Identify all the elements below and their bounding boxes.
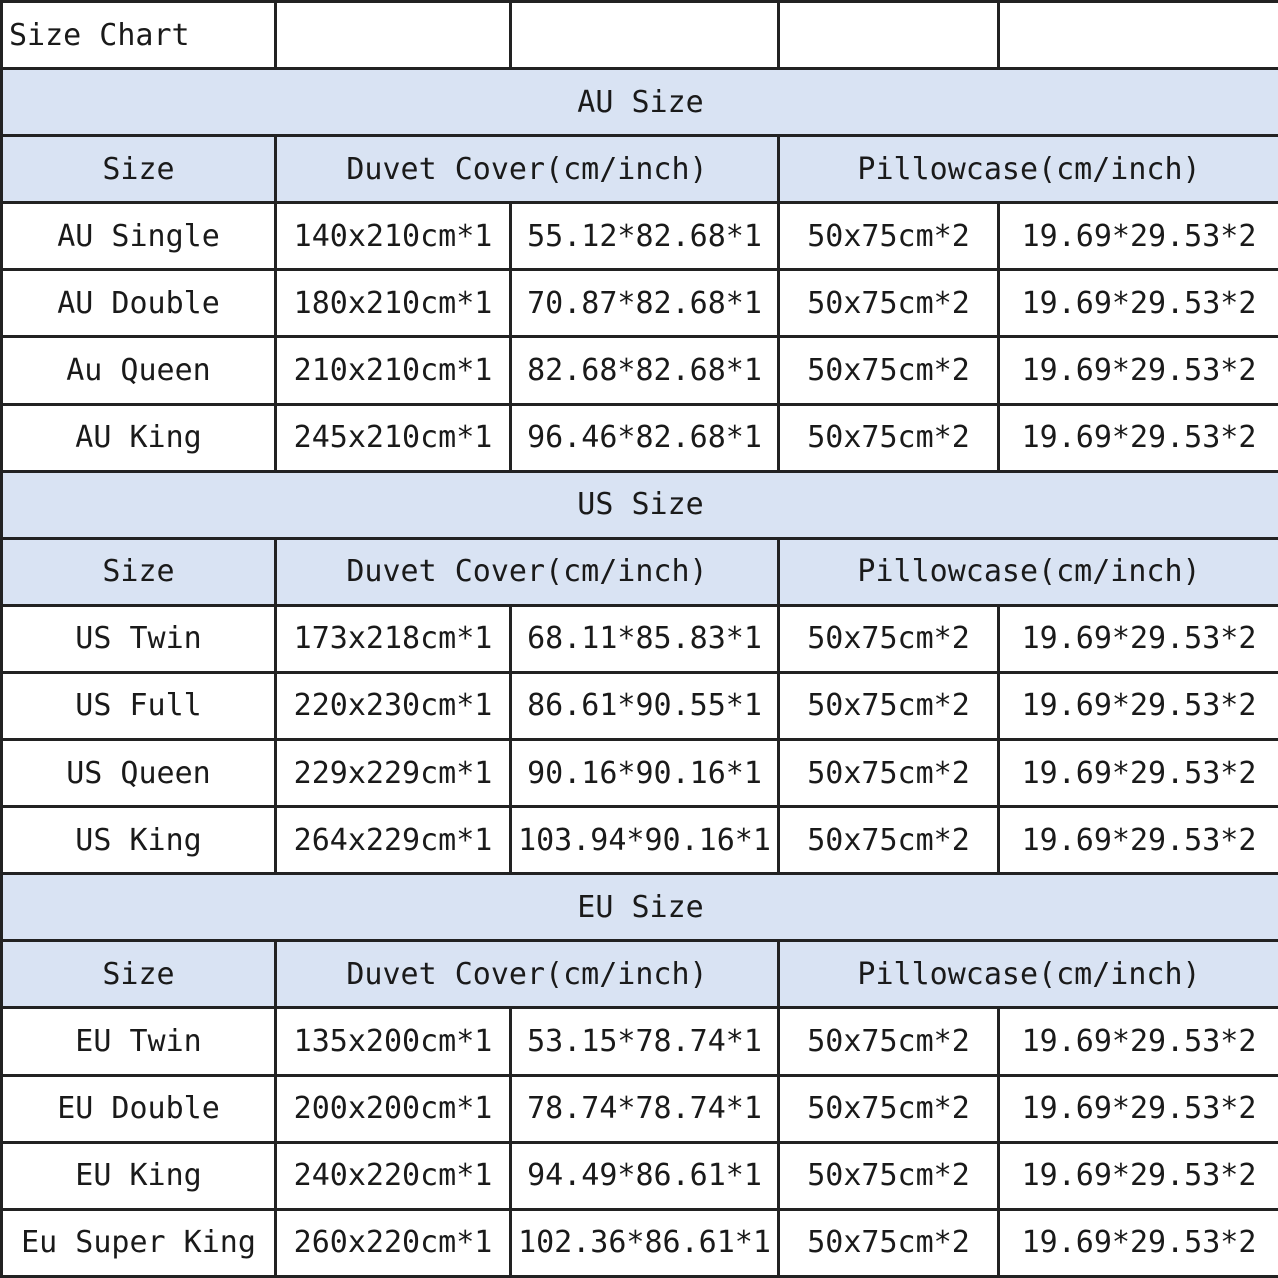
pillow-cm-cell: 50x75cm*2 xyxy=(779,1075,999,1142)
pillow-cm-cell: 50x75cm*2 xyxy=(779,672,999,739)
table-row xyxy=(2,270,1278,337)
size-cell: EU King xyxy=(2,1142,276,1209)
duvet-inch-cell: 78.74*78.74*1 xyxy=(511,1075,779,1142)
table-row xyxy=(2,1209,1278,1276)
empty-cell xyxy=(779,2,999,69)
size-cell: EU Twin xyxy=(2,1008,276,1075)
pillow-inch-cell: 19.69*29.53*2 xyxy=(999,672,1278,739)
table-row xyxy=(2,807,1278,874)
table-row xyxy=(2,337,1278,404)
duvet-cm-cell: 140x210cm*1 xyxy=(276,203,511,270)
size-cell: AU Double xyxy=(2,270,276,337)
section-title: US Size xyxy=(2,471,1278,538)
table-row xyxy=(2,605,1278,672)
table-row xyxy=(2,203,1278,270)
duvet-cm-cell: 245x210cm*1 xyxy=(276,404,511,471)
size-chart-title: Size Chart xyxy=(2,2,276,69)
size-cell: AU King xyxy=(2,404,276,471)
pillow-header: Pillowcase(cm/inch) xyxy=(779,136,1278,203)
header-row xyxy=(2,136,1278,203)
pillow-inch-cell: 19.69*29.53*2 xyxy=(999,1008,1278,1075)
pillow-cm-cell: 50x75cm*2 xyxy=(779,605,999,672)
pillow-cm-cell: 50x75cm*2 xyxy=(779,1209,999,1276)
duvet-cm-cell: 173x218cm*1 xyxy=(276,605,511,672)
pillow-cm-cell: 50x75cm*2 xyxy=(779,740,999,807)
section-row xyxy=(2,69,1278,136)
size-header: Size xyxy=(2,941,276,1008)
size-cell: US Full xyxy=(2,672,276,739)
duvet-cm-cell: 200x200cm*1 xyxy=(276,1075,511,1142)
duvet-inch-cell: 82.68*82.68*1 xyxy=(511,337,779,404)
duvet-inch-cell: 68.11*85.83*1 xyxy=(511,605,779,672)
pillow-inch-cell: 19.69*29.53*2 xyxy=(999,404,1278,471)
pillow-inch-cell: 19.69*29.53*2 xyxy=(999,807,1278,874)
empty-cell xyxy=(276,2,511,69)
duvet-inch-cell: 94.49*86.61*1 xyxy=(511,1142,779,1209)
duvet-header: Duvet Cover(cm/inch) xyxy=(276,538,779,605)
duvet-cm-cell: 264x229cm*1 xyxy=(276,807,511,874)
duvet-header: Duvet Cover(cm/inch) xyxy=(276,941,779,1008)
table-row xyxy=(2,1075,1278,1142)
pillow-cm-cell: 50x75cm*2 xyxy=(779,203,999,270)
table-row xyxy=(2,404,1278,471)
pillow-cm-cell: 50x75cm*2 xyxy=(779,270,999,337)
duvet-inch-cell: 90.16*90.16*1 xyxy=(511,740,779,807)
pillow-inch-cell: 19.69*29.53*2 xyxy=(999,1075,1278,1142)
duvet-inch-cell: 102.36*86.61*1 xyxy=(511,1209,779,1276)
pillow-header: Pillowcase(cm/inch) xyxy=(779,941,1278,1008)
duvet-cm-cell: 210x210cm*1 xyxy=(276,337,511,404)
title-row xyxy=(2,2,1278,69)
duvet-cm-cell: 240x220cm*1 xyxy=(276,1142,511,1209)
duvet-inch-cell: 86.61*90.55*1 xyxy=(511,672,779,739)
duvet-inch-cell: 96.46*82.68*1 xyxy=(511,404,779,471)
pillow-inch-cell: 19.69*29.53*2 xyxy=(999,1209,1278,1276)
duvet-cm-cell: 135x200cm*1 xyxy=(276,1008,511,1075)
duvet-cm-cell: 260x220cm*1 xyxy=(276,1209,511,1276)
pillow-inch-cell: 19.69*29.53*2 xyxy=(999,1142,1278,1209)
table-row xyxy=(2,1142,1278,1209)
pillow-inch-cell: 19.69*29.53*2 xyxy=(999,337,1278,404)
size-cell: Au Queen xyxy=(2,337,276,404)
table-row xyxy=(2,1008,1278,1075)
header-row xyxy=(2,538,1278,605)
duvet-cm-cell: 229x229cm*1 xyxy=(276,740,511,807)
duvet-inch-cell: 53.15*78.74*1 xyxy=(511,1008,779,1075)
duvet-cm-cell: 220x230cm*1 xyxy=(276,672,511,739)
pillow-inch-cell: 19.69*29.53*2 xyxy=(999,740,1278,807)
section-row xyxy=(2,874,1278,941)
section-row xyxy=(2,471,1278,538)
table-row xyxy=(2,672,1278,739)
duvet-header: Duvet Cover(cm/inch) xyxy=(276,136,779,203)
empty-cell xyxy=(999,2,1278,69)
size-cell: US Queen xyxy=(2,740,276,807)
duvet-inch-cell: 103.94*90.16*1 xyxy=(511,807,779,874)
size-cell: Eu Super King xyxy=(2,1209,276,1276)
section-title: EU Size xyxy=(2,874,1278,941)
size-header: Size xyxy=(2,136,276,203)
section-title: AU Size xyxy=(2,69,1278,136)
duvet-cm-cell: 180x210cm*1 xyxy=(276,270,511,337)
table-row xyxy=(2,740,1278,807)
size-cell: AU Single xyxy=(2,203,276,270)
pillow-cm-cell: 50x75cm*2 xyxy=(779,404,999,471)
size-cell: US King xyxy=(2,807,276,874)
size-header: Size xyxy=(2,538,276,605)
pillow-cm-cell: 50x75cm*2 xyxy=(779,1142,999,1209)
size-cell: US Twin xyxy=(2,605,276,672)
empty-cell xyxy=(511,2,779,69)
pillow-cm-cell: 50x75cm*2 xyxy=(779,807,999,874)
duvet-inch-cell: 70.87*82.68*1 xyxy=(511,270,779,337)
header-row xyxy=(2,941,1278,1008)
pillow-cm-cell: 50x75cm*2 xyxy=(779,1008,999,1075)
pillow-inch-cell: 19.69*29.53*2 xyxy=(999,270,1278,337)
pillow-inch-cell: 19.69*29.53*2 xyxy=(999,203,1278,270)
pillow-header: Pillowcase(cm/inch) xyxy=(779,538,1278,605)
pillow-cm-cell: 50x75cm*2 xyxy=(779,337,999,404)
pillow-inch-cell: 19.69*29.53*2 xyxy=(999,605,1278,672)
size-cell: EU Double xyxy=(2,1075,276,1142)
duvet-inch-cell: 55.12*82.68*1 xyxy=(511,203,779,270)
